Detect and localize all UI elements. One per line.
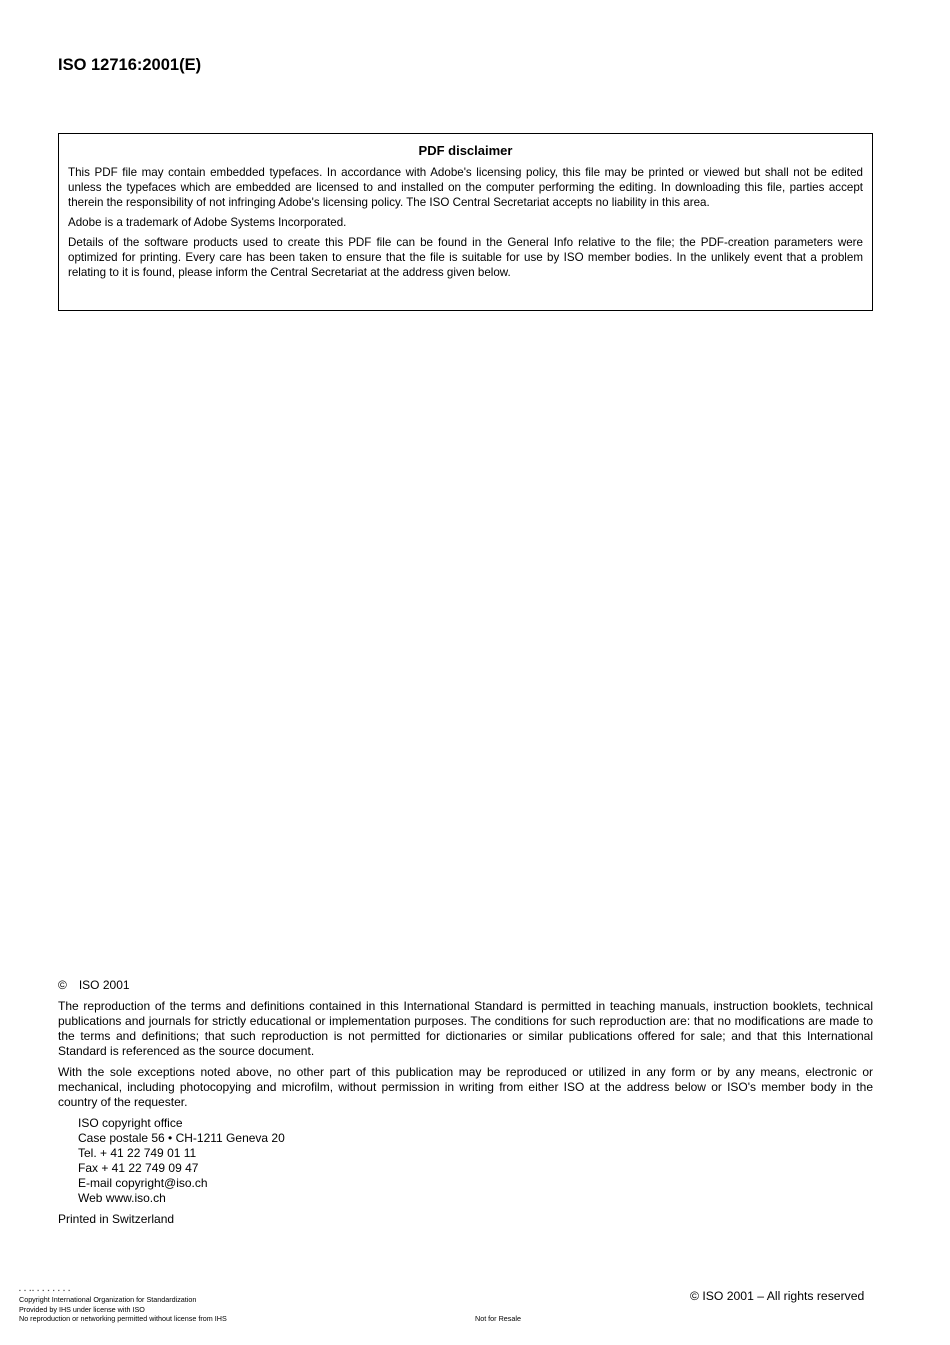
copyright-paragraph-exceptions: With the sole exceptions noted above, no other part of this publication may be reproduced or utilized in any form or by any means, electronic or mechanical, including photocopying and microfilm, without permission in writing from either ISO at the address below or ISO's member body in the country of the requester. bbox=[58, 1065, 873, 1109]
copyright-symbol: © bbox=[58, 978, 67, 992]
footer-license-line: Copyright International Organization for Standardization bbox=[19, 1295, 197, 1304]
address-office: ISO copyright office bbox=[78, 1116, 183, 1130]
footer-license-line: Provided by IHS under license with ISO bbox=[19, 1304, 145, 1314]
disclaimer-paragraph-trademark: Adobe is a trademark of Adobe Systems Incorporated. bbox=[68, 216, 347, 229]
iso-address-block bbox=[78, 1116, 873, 1206]
footer-rights-reserved: © ISO 2001 – All rights reserved bbox=[690, 1289, 865, 1303]
barcode-marks: ▪ ▪ ▪▪ ▪ ▪ ▪ ▪ ▪ ▪ ▪ bbox=[19, 1288, 71, 1294]
disclaimer-title: PDF disclaimer bbox=[418, 143, 513, 158]
footer-license-line: No reproduction or networking permitted without license from IHS bbox=[19, 1314, 227, 1324]
pdf-disclaimer-box bbox=[58, 133, 873, 311]
address-postal: Case postale 56 • CH-1211 Geneva 20 bbox=[78, 1131, 285, 1145]
footer-license-notice bbox=[19, 1287, 227, 1324]
copyright-paragraph-reproduction: The reproduction of the terms and definitions contained in this International Standard is permitted in teaching manuals, instruction booklets, technical publications and journals for strictly educational or implementation purposes. The conditions for such reproduction are: that no modifications are made to the terms and definitions; that such reproduction is not permitted for dictionaries or similar publications offered for sale; and that this International Standard is referenced as the source document. bbox=[58, 999, 873, 1058]
address-web: Web www.iso.ch bbox=[78, 1191, 166, 1205]
disclaimer-paragraph-details: Details of the software products used to create this PDF file can be found in the General Info relative to the file; the PDF-creation parameters were optimized for printing. Every care has been taken to ensure that the file is suitable for use by ISO member bodies. In the unlikely event that a problem relating to it is found, please inform the Central Secretariat at the address given below. bbox=[68, 236, 863, 279]
address-fax: Fax + 41 22 749 09 47 bbox=[78, 1161, 199, 1175]
printed-in: Printed in Switzerland bbox=[58, 1212, 175, 1226]
address-tel: Tel. + 41 22 749 01 11 bbox=[78, 1146, 197, 1160]
disclaimer-paragraph-typefaces: This PDF file may contain embedded typefaces. In accordance with Adobe's licensing policy, this file may be printed or viewed but shall not be edited unless the typefaces which are embedded are licensed to and installed on the computer performing the editing. In downloading this file, parties accept therein the responsibility of not infringing Adobe's licensing policy. The ISO Central Secretariat accepts no liability in this area. bbox=[68, 166, 863, 209]
copyright-line bbox=[58, 978, 873, 993]
document-id: ISO 12716:2001(E) bbox=[58, 56, 202, 74]
address-email: E-mail copyright@iso.ch bbox=[78, 1176, 208, 1190]
copyright-year: ISO 2001 bbox=[78, 978, 130, 992]
footer-not-for-resale: Not for Resale bbox=[475, 1314, 521, 1323]
copyright-section bbox=[58, 978, 873, 1233]
